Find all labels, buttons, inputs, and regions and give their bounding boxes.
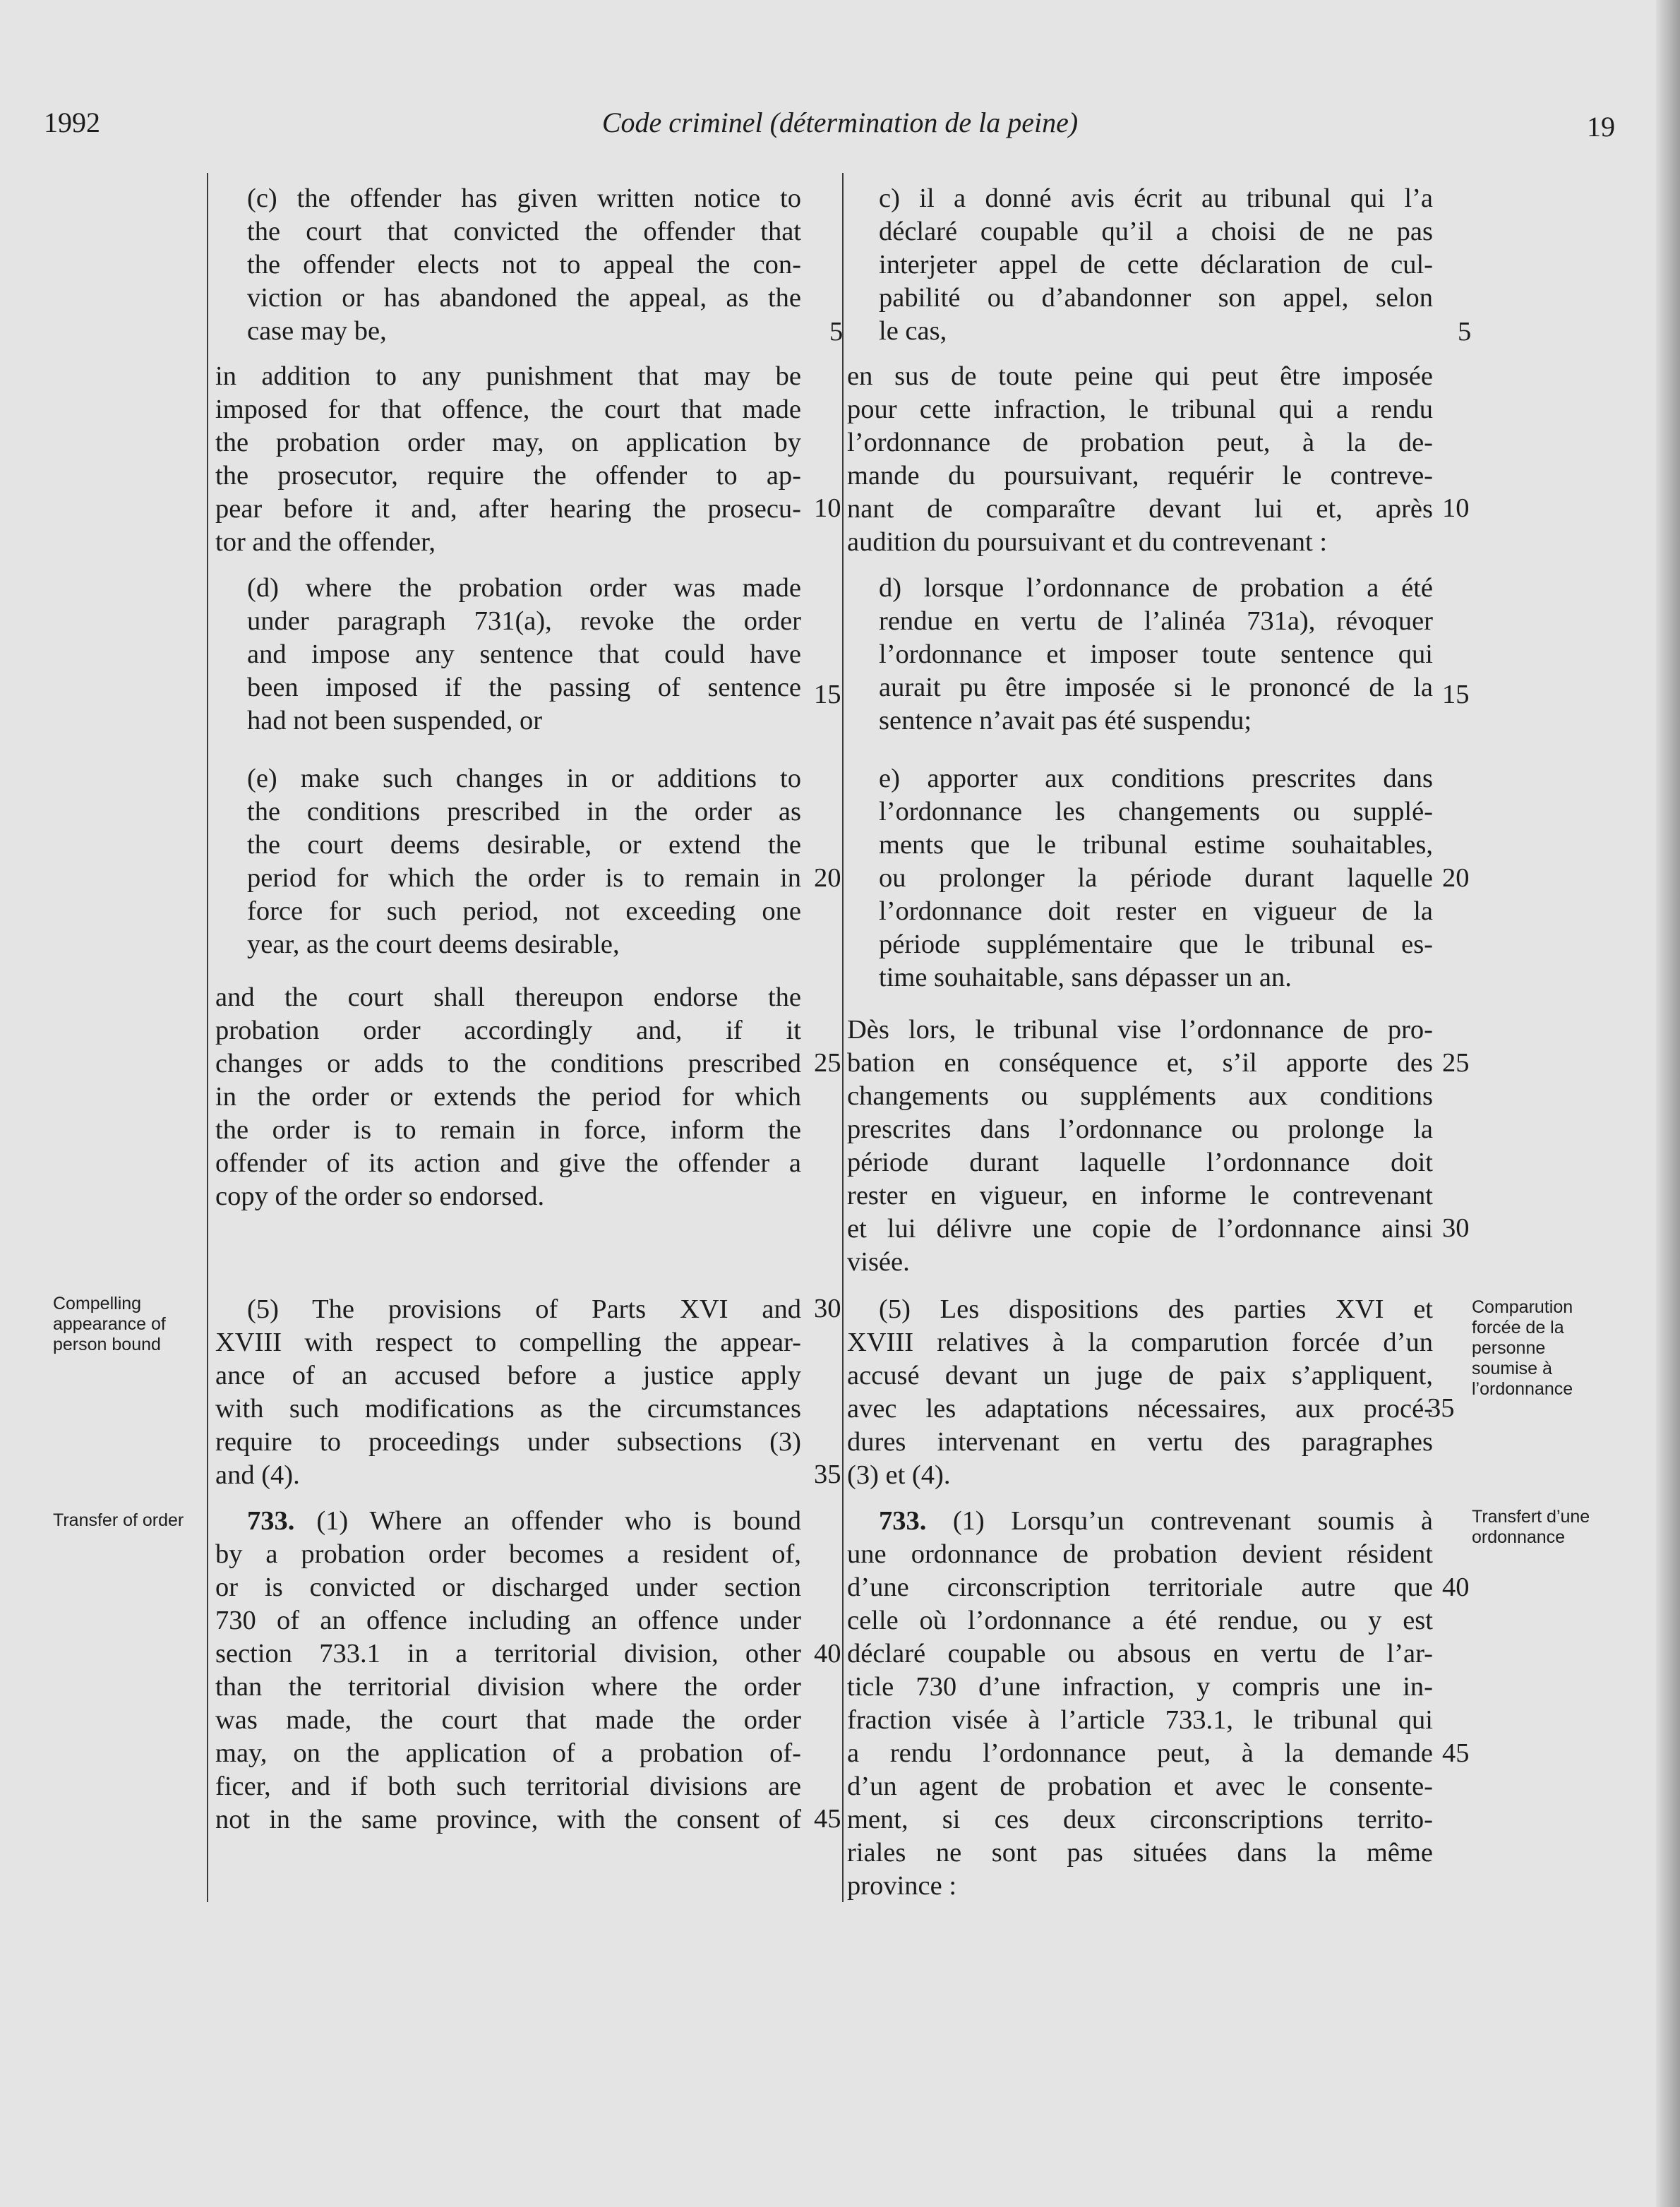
text-line-wrap [847,1246,1433,1279]
text-line-wrap [879,315,1433,348]
text-line: than the territorial division where the order [215,1672,801,1702]
text-line: (3) et (4). [847,1460,951,1490]
text-line: the prosecutor, require the offender to ap- [215,461,801,491]
text-line: 730 of an offence including an offence under [215,1606,801,1635]
text-line: the court deems desirable, or extend the [247,830,801,860]
text-line: rendue en vertu de l’alinéa 731a), révoquer [879,606,1433,636]
text-line: and (4). [215,1460,300,1490]
section-number: 733. [879,1506,927,1536]
text-line: offender of its action and give the offender a [215,1148,801,1178]
text-line: case may be, [247,316,387,346]
line-number: 15 [814,680,841,709]
text-line-wrap [247,704,801,738]
en-paragraph-e [215,762,801,961]
fr-section-733 [847,1505,1433,1903]
page-edge-shadow [1656,0,1680,2207]
line-number: 20 [814,863,841,893]
text-line-wrap [847,1870,1433,1903]
line-number: 45 [814,1804,841,1834]
text-line: rester en vigueur, en informe le contrevenant [847,1181,1433,1210]
line-number: 25 [1442,1048,1470,1078]
text-line: (5) Les dispositions des parties XVI et [879,1294,1433,1324]
text-line: l’ordonnance et imposer toute sentence qui [879,639,1433,669]
text-line: mande du poursuivant, requérir le contreve- [847,461,1433,491]
text-line: (e) make such changes in or additions to [247,764,801,793]
text-line: (c) the offender has given written notice to [247,184,801,213]
line-number: 5 [1458,317,1472,347]
text-line: le cas, [879,316,947,346]
en-paragraph-d [215,572,801,738]
text-line: ments que le tribunal estime souhaitables, [879,830,1433,860]
text-line-wrap [247,315,801,348]
text-line: imposed for that offence, the court that made [215,395,801,424]
text-line: XVIII relatives à la comparution forcée d’un [847,1328,1433,1357]
text-line: may, on the application of a probation of- [215,1738,801,1768]
text-line: période durant laquelle l’ordonnance doit [847,1148,1433,1177]
line-number: 40 [1442,1572,1470,1602]
text-line: dures intervenant en vertu des paragraphes [847,1427,1433,1457]
fr-subsection-5 [847,1293,1433,1492]
text-line: e) apporter aux conditions prescrites dans [879,764,1433,793]
text-line: d’un agent de probation et avec le consente- [847,1772,1433,1801]
text-line: l’ordonnance doit rester en vigueur de la [879,896,1433,926]
line-number: 10 [1442,493,1470,523]
text-line: sentence n’avait pas été suspendu; [879,706,1252,735]
text-line: a rendu l’ordonnance peut, à la demande [847,1738,1433,1768]
text-line: déclaré coupable qu’il a choisi de ne pas [879,217,1433,246]
text-line: section 733.1 in a territorial division, other [215,1639,801,1668]
text-line: the probation order may, on application by [215,428,801,457]
text-line: time souhaitable, sans dépasser un an. [879,963,1292,992]
text-line-wrap [847,526,1433,559]
left-column-rule [207,173,208,1902]
text-line: nant de comparaître devant lui et, après [847,494,1433,524]
section-733-first-line [847,1505,1433,1538]
text-line: force for such period, not exceeding one [247,896,801,926]
text-line: under paragraph 731(a), revoke the order [247,606,801,636]
text-line: ance of an accused before a justice apply [215,1361,801,1390]
header-title: Code criminel (détermination de la peine) [601,107,1079,138]
text-line: pabilité ou d’abandonner son appel, selon [879,283,1433,313]
text-line: pear before it and, after hearing the prosecu- [215,494,801,524]
text-line: had not been suspended, or [247,706,543,735]
header-year: 1992 [44,107,100,138]
text-line: and the court shall thereupon endorse the [215,982,801,1012]
section-733-first-line [215,1505,801,1538]
text-line: visée. [847,1247,910,1277]
text-line: tor and the offender, [215,527,436,557]
text-line: (1) Where an offender who is bound [316,1506,802,1536]
text-line: en sus de toute peine qui peut être imposée [847,361,1433,391]
page-number: 19 [1587,111,1615,143]
text-line-wrap [879,961,1433,994]
en-section-733 [215,1505,801,1836]
fr-paragraph-e [847,762,1433,994]
text-line-wrap [879,704,1433,738]
margin-note-transfert: Transfert d’une ordonnance [1472,1507,1590,1547]
text-line: aurait pu être imposée si le prononcé de la [879,673,1433,702]
text-line: province : [847,1871,957,1901]
text-line: not in the same province, with the consent of [215,1805,801,1834]
margin-note-comparution: Comparution forcée de la personne soumise à l’ordonnance [1472,1297,1573,1399]
text-line: d’une circonscription territoriale autre que [847,1572,1433,1602]
text-line: the order is to remain in force, inform the [215,1115,801,1145]
text-line: period for which the order is to remain in [247,863,801,893]
text-line: pour cette infraction, le tribunal qui a rendu [847,395,1433,424]
text-line: accusé devant un juge de paix s’appliquent, [847,1361,1433,1390]
text-line: probation order accordingly and, if it [215,1016,801,1045]
text-line: (1) Lorsqu’un contrevenant soumis à [952,1506,1434,1536]
line-number: 15 [1442,680,1470,709]
text-line: c) il a donné avis écrit au tribunal qui l’a [879,184,1433,213]
text-line: year, as the court deems desirable, [247,930,620,959]
text-line: (5) The provisions of Parts XVI and [247,1294,801,1324]
text-line: avec les adaptations nécessaires, aux procé- [847,1394,1433,1424]
margin-note-transfer: Transfer of order [53,1510,184,1530]
text-line: l’ordonnance de probation peut, à la de- [847,428,1433,457]
en-addition-text [215,360,801,559]
text-line: fraction visée à l’article 733.1, le tribunal qui [847,1705,1433,1735]
text-line-wrap [847,1459,1433,1492]
text-line: et lui délivre une copie de l’ordonnance ainsi [847,1214,1433,1244]
text-line: audition du poursuivant et du contrevenant : [847,527,1328,557]
text-line-wrap [215,526,801,559]
text-line: was made, the court that made the order [215,1705,801,1735]
line-number: 20 [1442,863,1470,893]
center-column-rule [842,173,844,1902]
text-line: ticle 730 d’une infraction, y compris une in- [847,1672,1433,1702]
line-number: 35 [814,1460,841,1489]
text-line: déclaré coupable ou absous en vertu de l’ar- [847,1639,1433,1668]
text-line: l’ordonnance les changements ou supplé- [879,797,1433,826]
text-line: celle où l’ordonnance a été rendue, ou y est [847,1606,1433,1635]
fr-addition-text [847,360,1433,559]
en-subsection-5 [215,1293,801,1492]
text-line: in addition to any punishment that may be [215,361,801,391]
text-line: changes or adds to the conditions prescribed [215,1049,801,1078]
text-line: with such modifications as the circumstances [215,1394,801,1424]
line-number: 35 [1427,1393,1455,1423]
fr-endorse-text [847,1014,1433,1279]
text-line: the court that convicted the offender that [247,217,801,246]
text-line: période supplémentaire que le tribunal es- [879,930,1433,959]
section-number: 733. [247,1506,295,1536]
text-line: une ordonnance de probation devient résident [847,1539,1433,1569]
line-number: 30 [1442,1213,1470,1243]
en-paragraph-c [215,182,801,348]
text-line: d) lorsque l’ordonnance de probation a été [879,573,1433,603]
text-line: viction or has abandoned the appeal, as the [247,283,801,313]
margin-note-compelling: Compelling appearance of person bound [53,1294,166,1354]
text-line: or is convicted or discharged under section [215,1572,801,1602]
text-line-wrap [247,928,801,961]
text-line: riales ne sont pas situées dans la même [847,1838,1433,1868]
line-number: 30 [814,1294,841,1323]
line-number: 10 [814,493,841,523]
line-number: 25 [814,1048,841,1078]
text-line: copy of the order so endorsed. [215,1181,545,1211]
line-number: 5 [829,317,844,347]
text-line: ou prolonger la période durant laquelle [879,863,1433,893]
text-line: require to proceedings under subsections (3) [215,1427,801,1457]
text-line: by a probation order becomes a resident of, [215,1539,801,1569]
en-endorse-text [215,981,801,1213]
text-line-wrap [215,1459,801,1492]
text-line: ficer, and if both such territorial divisions are [215,1772,801,1801]
text-line: ment, si ces deux circonscriptions territo- [847,1805,1433,1834]
text-line: in the order or extends the period for which [215,1082,801,1112]
text-line: Dès lors, le tribunal vise l’ordonnance de pro- [847,1015,1433,1045]
text-line: and impose any sentence that could have [247,639,801,669]
text-line: changements ou suppléments aux conditions [847,1081,1433,1111]
text-line: the conditions prescribed in the order as [247,797,801,826]
text-line: interjeter appel de cette déclaration de cul- [879,250,1433,279]
line-number: 40 [814,1639,841,1668]
text-line-wrap [215,1180,801,1213]
text-line: the offender elects not to appeal the con- [247,250,801,279]
fr-paragraph-d [847,572,1433,738]
text-line: XVIII with respect to compelling the appear- [215,1328,801,1357]
text-line: prescrites dans l’ordonnance ou prolonge la [847,1114,1433,1144]
text-line: bation en conséquence et, s’il apporte des [847,1048,1433,1078]
line-number: 45 [1442,1738,1470,1768]
text-line: been imposed if the passing of sentence [247,673,801,702]
text-line: (d) where the probation order was made [247,573,801,603]
fr-paragraph-c [847,182,1433,348]
